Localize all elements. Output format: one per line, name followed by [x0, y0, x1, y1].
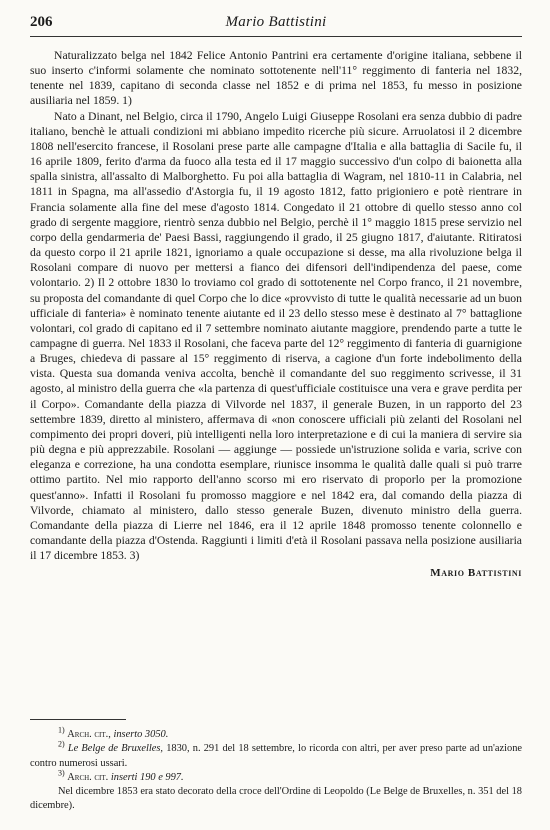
footnote-rule — [30, 719, 126, 720]
footnote-source: Arch. cit., — [67, 729, 111, 740]
footnote-text: inserto 3050. — [113, 729, 169, 740]
footnotes — [30, 725, 522, 814]
footnote-text: inserti 190 e 997. — [110, 771, 184, 783]
footnote-2 — [30, 739, 522, 771]
footnote-source: Le Belge de Bruxelles, — [67, 743, 164, 755]
footnote-mark: 1) — [58, 725, 65, 735]
header-rule — [30, 36, 522, 37]
page-number: 206 — [30, 14, 53, 30]
footnote-text: Nel dicembre 1853 era stato decorato della croce dell'Ordine di Leopoldo (Le Belge de Bruxelles, n. 351 del 18 dicembre). — [30, 786, 522, 812]
paragraph-2: Nato a Dinant, nel Belgio, circa il 1790, Angelo Luigi Giuseppe Rosolani era senza dubbio di padre italiano, benchè le attuali condizioni mi abbiano impedito ricerche più sicure. Arruolatosi il 2 dicembre 1808 nell'esercito francese, il Rosolani prese parte alle campagne d'Italia e alla battaglia di Sacile fu, il 16 aprile 1809, ferito d'arma da fuoco alla testa ed il 17 maggio successivo d'un colpo di baionetta alla spalla sinistra, all'assalto di Malborghetto. Fu poi alla battaglia di Wagram, nel 1810-11 in Calabria, nel 1811 in Spagna, ma all'assedio d'Astorgia fu, il 19 agosto 1812, fatto prigioniero e potè rientrare in Francia solamente alla fine del mese d'agosto 1814. Congedato il 21 ottobre di quello stesso anno col grado di sergente maggiore, rientrò senza dubbio nel Belgio, perchè il 1° maggio 1815 prese servizio nel corpo della gendarmeria de' Paesi Bassi, raggiungendo il grado, il 25 giugno 1817, d'aiutante. Ritiratosi da questo corpo il 21 aprile 1821, ignoriamo a quale occupazione si desse, ma alla rivoluzione belga il Rosolani compare di nuovo per mettersi a fianco dei difensori dell'indipendenza del paese, come volontario. 2) Il 2 ottobre 1830 lo troviamo col grado di sottotenente nel Corpo franco, il 21 novembre, su proposta del comandante di quel Corpo che lo dice «provvisto di tutte le qualità necessarie ad un buon ufficiale di fanteria» è nominato tenente aiutante ed il 23 dello stesso mese è destinato al 7° battaglione volontari, col grado di capitano ed il 7 settembre nominato aiutante maggiore, prendendo parte a tutte le campagne di guerra. Nel 1833 il Rosolani, che faceva parte del 12° reggimento di fanteria di guarnigione a Bruges, chiedeva di passare al 15° reggimento di riserva, a cagione d'un forte indebolimento della vista. Questa sua domanda veniva accolta, benchè il comandante del suo reggimento scrivesse, il 31 agosto, al ministro della guerra che «la partenza di quest'ufficiale costituisce una vera e grave perdita per il Corpo». Comandante della piazza di Vilvorde nel 1837, il generale Buzen, in un rapporto del 23 settembre 1839, diretto al ministero, affermava di «non conoscere ufficiali più zelanti del Rosolani nel compimento dei propri doveri, più intelligenti nella loro interpretazione e di cui la maniera di servire sia più degna e più apprezzabile. Rosolani — aggiunge — possiede un'istruzione solida e varia, scrive con eleganza e correzione, ha una condotta esemplare, riunisce insomma le qualità dalle quali si può trarre ottimo partito. Nel mio rapporto dell'anno scorso mi ero riservato di proporlo per la promozione quest'anno». Infatti il Rosolani fu promosso maggiore e nel 1842 era, dal comando della piazza di Vilvorde, chiamato al ministero, dallo stesso generale Buzen, divenuto ministro della guerra. Comandante della piazza di Lierre nel 1846, era il 12 aprile 1848 promosso tenente colonnello e comandante della piazza d'Ostenda. Raggiunti i limiti d'età il Rosolani passava nella posizione ausiliaria il 17 dicembre 1853. 3) — [30, 109, 522, 563]
footnote-text: 1830, n. 291 del 18 settembre, lo ricorda con altri, per aver preso parte ad un'azione contro numerosi ussari. — [30, 743, 522, 769]
page-header — [30, 14, 522, 34]
paragraph-1: Naturalizzato belga nel 1842 Felice Antonio Pantrini era certamente d'origine italiana, sebbene il suo inserto c'informi solamente che nominato sottotenente nell'11° reggimento di fanteria nel 1832, tenente nel 1839, capitano di seconda classe nel 1852 e di prima nel 1853, fu messo in posizione ausiliaria nel 1859. 1) — [30, 49, 522, 108]
body-text — [30, 48, 522, 581]
footnote-mark: 2) — [58, 739, 65, 749]
author-signature: Mario Battistini — [430, 567, 522, 580]
running-title: Mario Battistini — [225, 14, 327, 30]
footnote-mark: 3) — [58, 768, 65, 778]
footnote-4 — [30, 785, 522, 814]
footnote-3 — [30, 768, 522, 785]
footnote-source: Arch. cit. — [67, 771, 109, 783]
footnote-1 — [30, 725, 522, 742]
